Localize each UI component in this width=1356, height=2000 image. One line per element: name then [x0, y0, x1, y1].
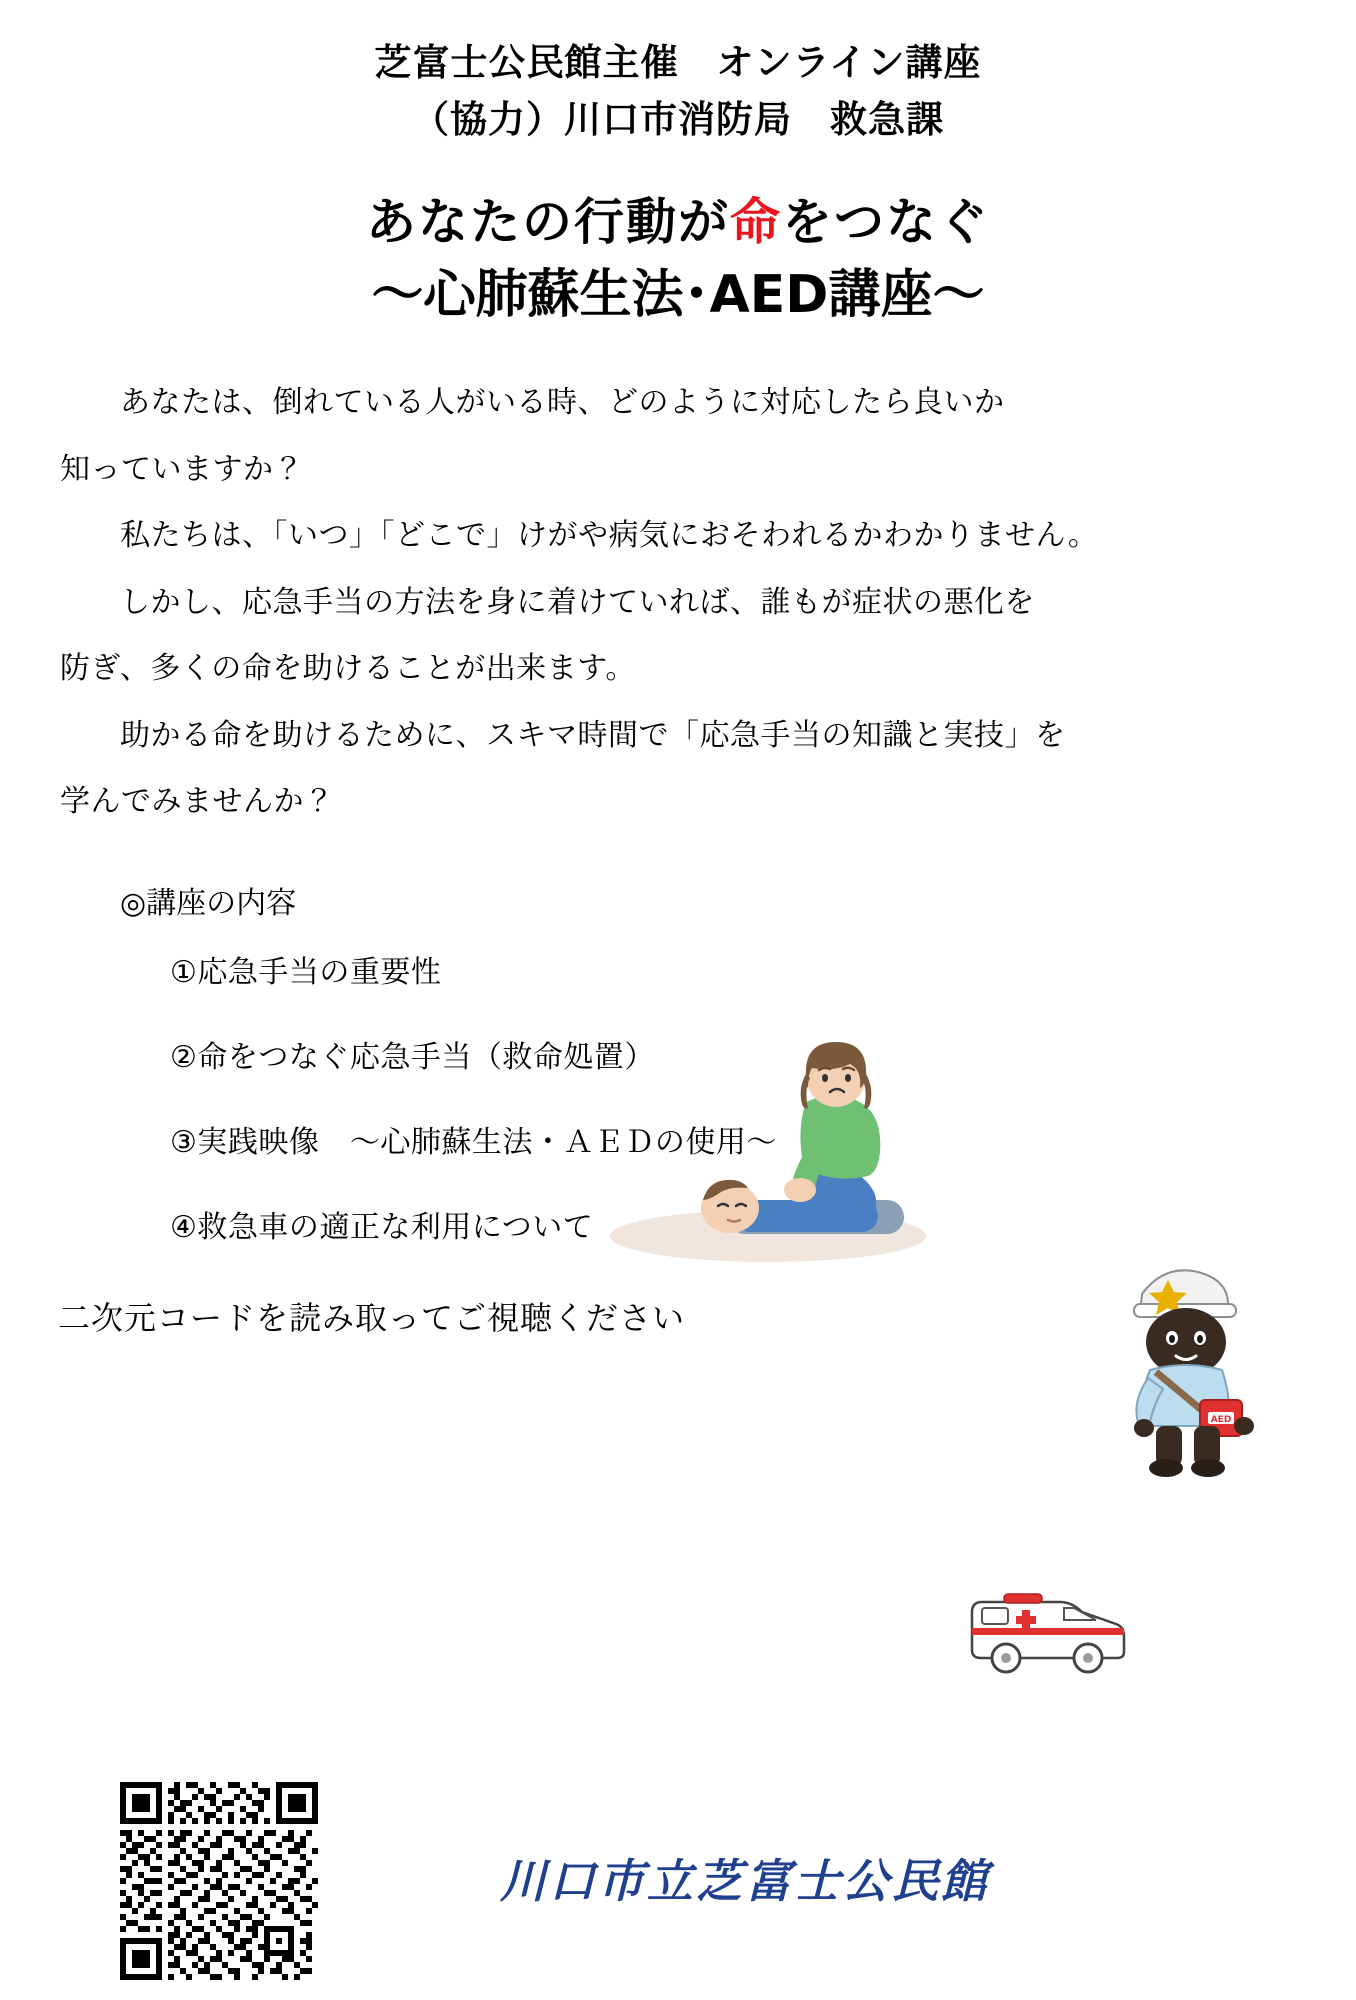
contents-item-1: ①応急手当の重要性: [170, 954, 442, 990]
body-paragraph-3: しかし、応急手当の方法を身に着けていれば、誰もが症状の悪化を: [120, 584, 1035, 620]
header-line-2: （協力）川口市消防局 救急課: [412, 98, 944, 142]
body-paragraph-1-cont: 知っていますか？: [60, 451, 304, 487]
organization-name: 川口市立芝富士公民館: [500, 1854, 990, 1908]
body-paragraph-3-cont: 防ぎ、多くの命を助けることが出来ます。: [60, 651, 636, 687]
qr-code-icon[interactable]: [120, 1782, 318, 1980]
page-title: [0, 189, 1356, 331]
contents-item-4: ④救急車の適正な利用について: [170, 1209, 594, 1245]
title-line-2: ～心肺蘇生法･AED講座～: [371, 265, 985, 326]
body-paragraph-1: あなたは、倒れている人がいる時、どのように対応したら良いか: [120, 385, 1005, 421]
title-accent-word: 命: [730, 192, 782, 251]
body-text: [60, 374, 1296, 832]
qr-instruction-text: 二次元コードを読み取ってご視聴ください: [58, 1298, 686, 1337]
aed-bag-label: AED: [1210, 1415, 1232, 1425]
title-line-1-after: をつなぐ: [782, 192, 990, 251]
ambulance-icon: [960, 1570, 1135, 1690]
header-line-1: 芝富士公民館主催 オンライン講座: [374, 41, 982, 84]
contents-item-3: ③実践映像 ～心肺蘇生法・ＡＥＤの使用～: [170, 1124, 777, 1160]
poster-header: [0, 0, 1356, 149]
title-line-1: [0, 189, 1356, 257]
contents-heading: ◎講座の内容: [120, 885, 297, 921]
title-line-1-before: あなたの行動が: [366, 192, 730, 251]
body-paragraph-2: 私たちは、「いつ」「どこで」けがや病気におそわれるかわかりません。: [120, 518, 1099, 554]
body-paragraph-4-cont: 学んでみませんか？: [60, 784, 335, 820]
contents-item-2: ②命をつなぐ応急手当（救命処置）: [170, 1039, 655, 1075]
course-contents: [120, 884, 1356, 1247]
body-paragraph-4: 助かる命を助けるために、スキマ時間で「応急手当の知識と実技」を: [120, 717, 1066, 753]
fire-department-mascot-icon: [1108, 1250, 1268, 1490]
